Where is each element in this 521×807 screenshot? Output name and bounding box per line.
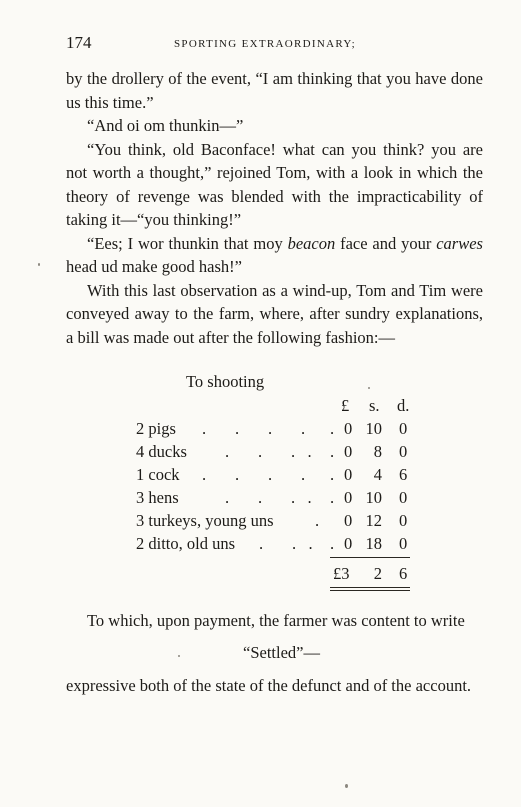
pounds-value: 0 [344,419,353,438]
leader-dot: . [330,442,335,461]
paper-speck [38,263,40,266]
leader-dots: . . . . [225,442,312,461]
leader-dot: . [330,534,335,553]
leader-dot: . [330,465,335,484]
bill-item: 1 cock [136,465,180,484]
paragraph-3: “You think, old Baconface! what can you think? you are not worth a thought,” rejoined Tom, with a look in which the theory of revenge was blended with the impracticability of taking it—“you thinking!” [66,139,483,229]
shillings-value: 4 [373,465,382,484]
sum-rule [330,557,410,558]
leader-dots: . . . . [202,465,306,484]
p4-text-b: face and your [335,233,437,253]
pence-value: 6 [399,465,408,484]
total-pounds: £3 [333,564,350,583]
shillings-value: 18 [365,534,382,553]
total-shillings: 2 [373,564,382,583]
total-rule-lower [330,590,410,591]
p4-italic-beacon: beacon [287,233,336,253]
paragraph-1: by the drollery of the event, “I am thinking that you have done us this time.” [66,69,483,112]
pounds-header: £ [341,396,350,415]
p4-text-c: head ud make good hash!” [66,257,242,276]
shillings-value: 8 [373,442,382,461]
shillings-value: 10 [365,488,382,507]
p4-italic-carwes: carwes [436,233,483,253]
running-head: SPORTING EXTRAORDINARY; [174,38,356,50]
total-rule-upper [330,587,410,588]
leader-dots: . . . . [202,419,306,438]
paper-speck [368,387,370,389]
bill-item: 3 hens [136,488,179,507]
body-text-bottom [66,609,483,698]
paper-speck [345,784,348,788]
leader-dots: . [315,511,320,530]
paragraph-6: To which, upon payment, the farmer was content to write [87,611,465,630]
pence-value: 0 [399,511,408,530]
paragraph-5: With this last observation as a wind-up, Tom and Tim were conveyed away to the farm, where, after sundry explanations, a bill was made out after the following fashion:— [66,280,483,347]
pounds-value: 0 [344,534,353,553]
pence-header: d. [397,396,410,415]
bill-item: 3 turkeys, young uns [136,511,274,530]
bill-item: 2 pigs [136,419,176,438]
shillings-value: 12 [365,511,382,530]
pence-value: 0 [399,534,408,553]
bill-item: 2 ditto, old uns [136,534,236,553]
paper-speck [178,655,180,657]
shillings-value: 10 [365,419,382,438]
settled-line: “Settled”— [243,642,320,662]
bill-item: 4 ducks [136,442,187,461]
paragraph-2: “And oi om thunkin—” [87,116,244,135]
leader-dot: . [330,488,335,507]
pence-value: 0 [399,442,408,461]
leader-dots: . . . . [225,488,312,507]
pence-value: 0 [399,419,408,438]
pounds-value: 0 [344,442,353,461]
pounds-value: 0 [344,488,353,507]
p4-text-a: “Ees; I wor thunkin that moy [87,233,288,253]
pounds-value: 0 [344,511,353,530]
leader-dots: . . . [259,534,313,553]
leader-dot: . [330,419,335,438]
total-pence: 6 [399,564,408,583]
pence-value: 0 [399,488,408,507]
shillings-header: s. [369,396,380,415]
paragraph-7: expressive both of the state of the defunct and of the account. [66,676,472,695]
bill-heading: To shooting [186,372,265,391]
pounds-value: 0 [344,465,353,484]
page-number: 174 [66,33,92,52]
